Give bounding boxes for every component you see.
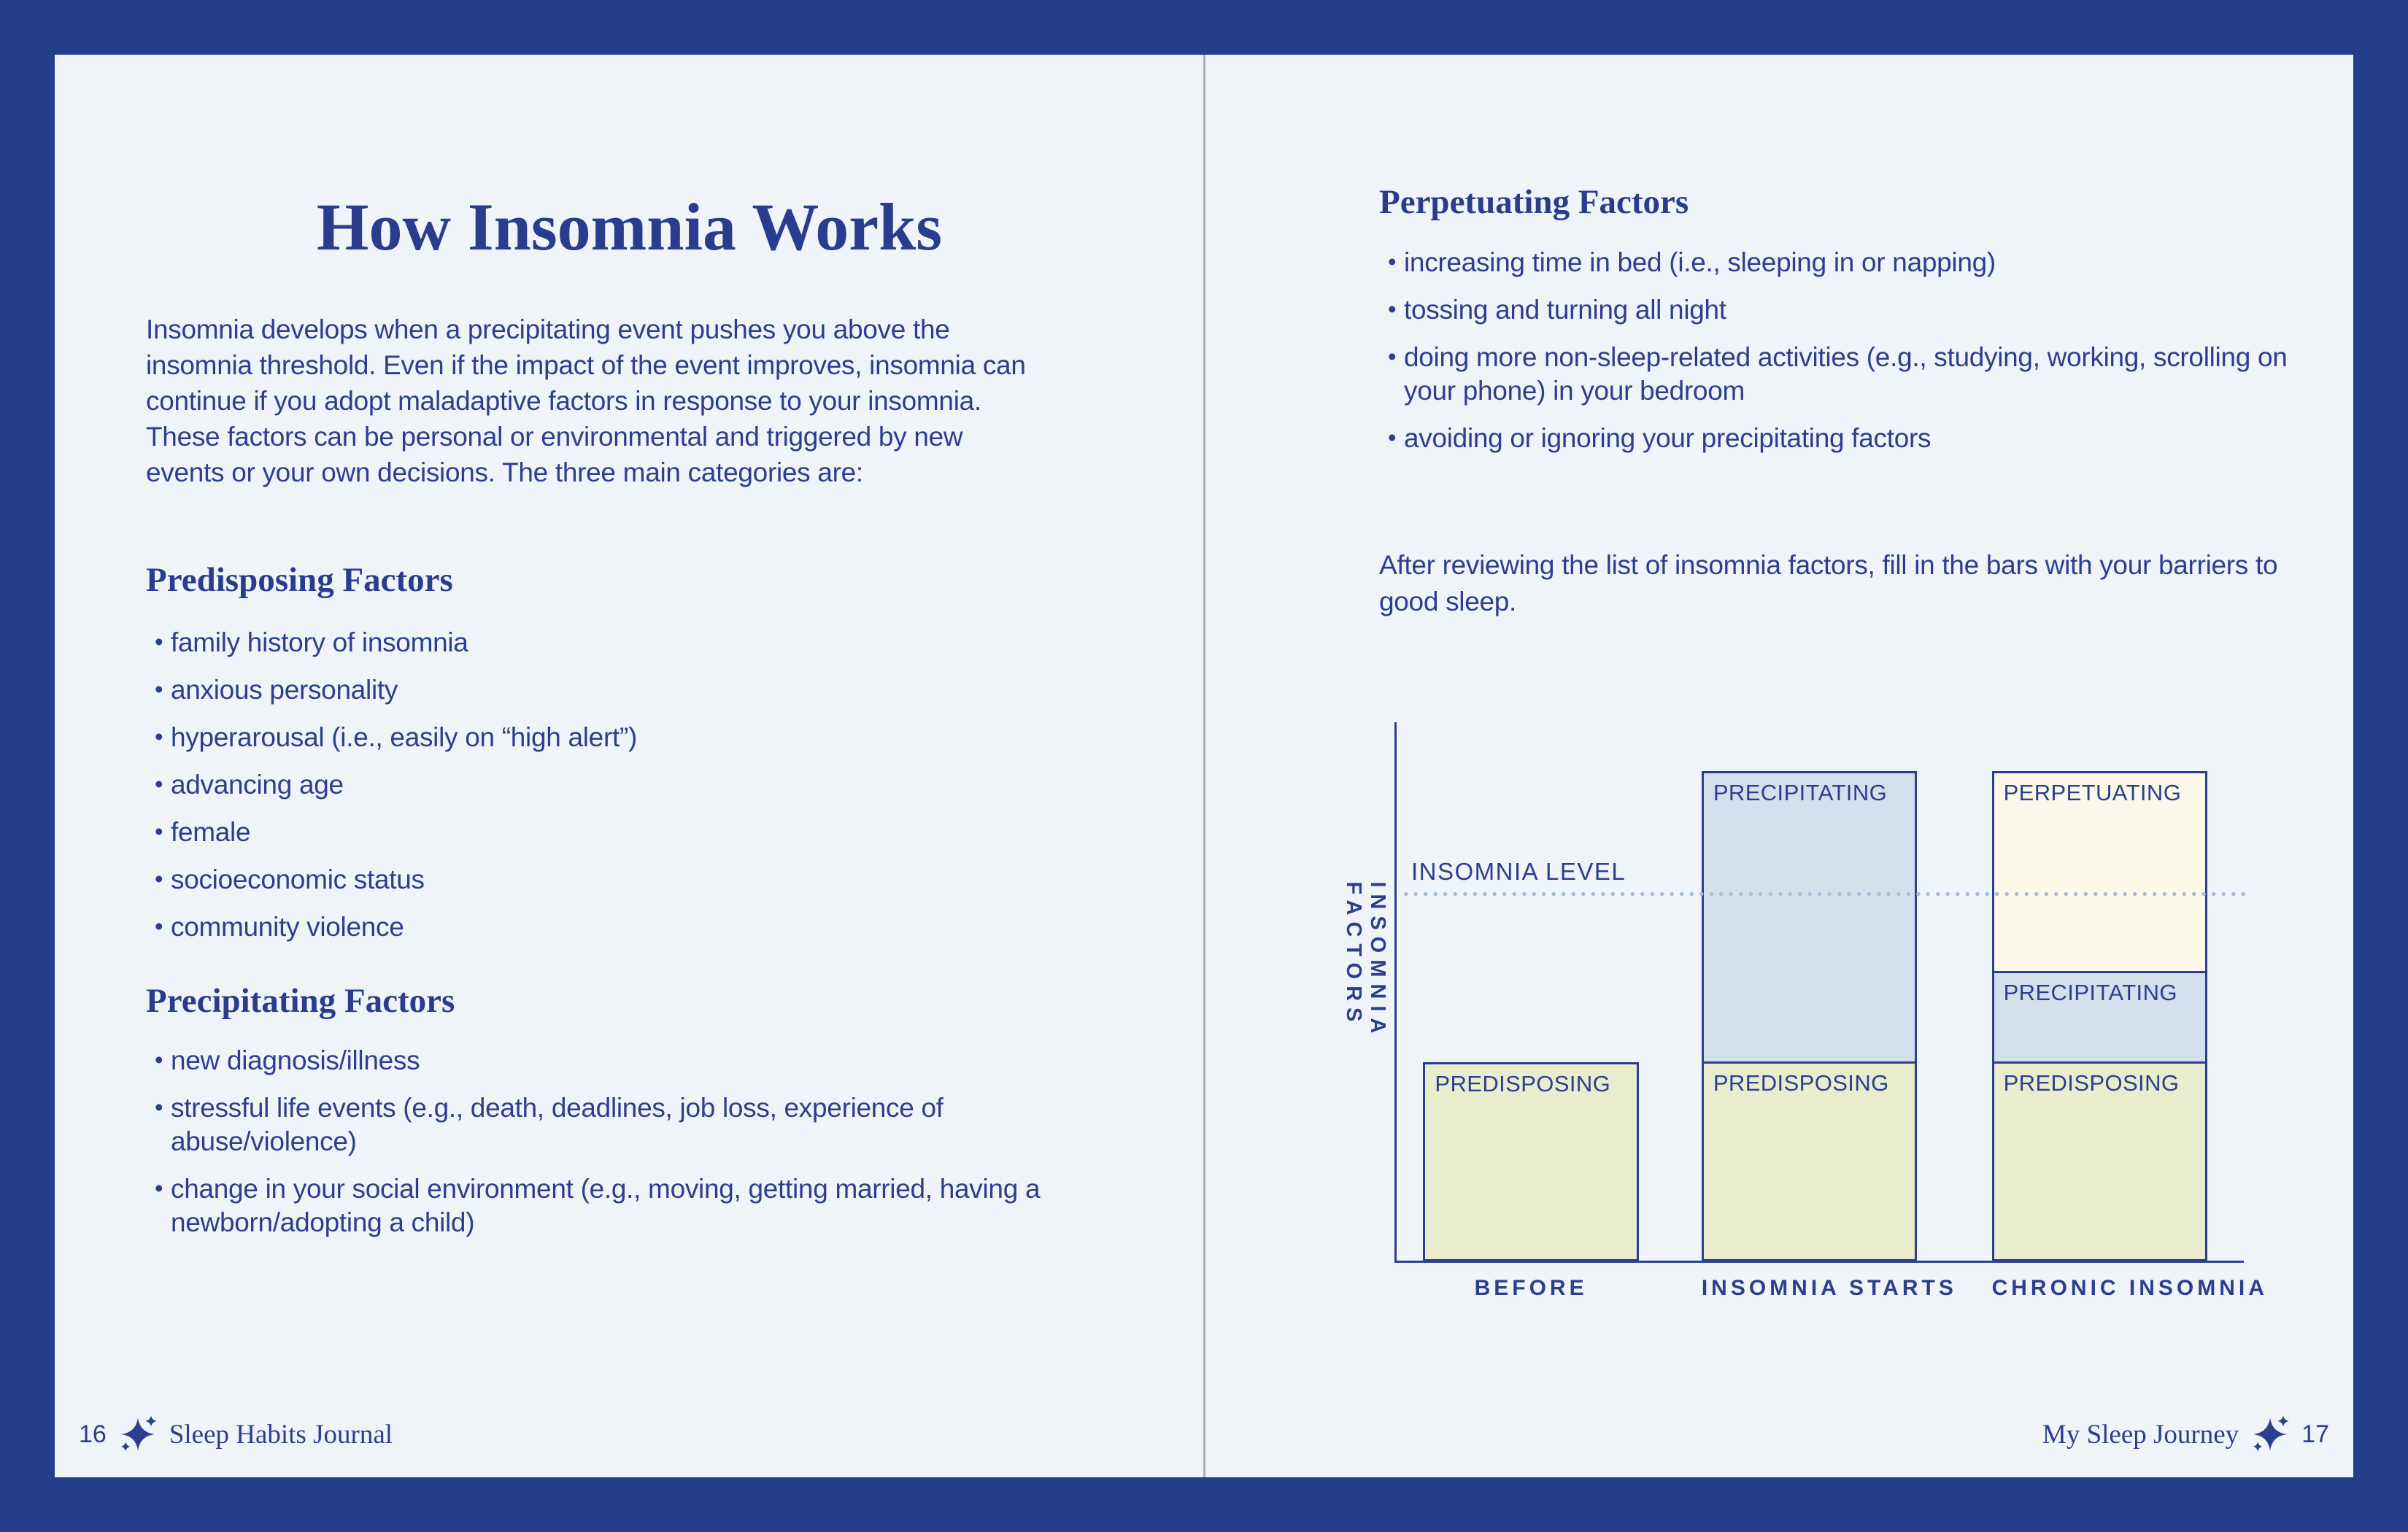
list-item: • hyperarousal (i.e., easily on “high alert”) (146, 721, 1054, 754)
predisposing-list (146, 626, 1054, 958)
right-footer (2042, 1413, 2329, 1455)
x-axis-label: BEFORE (1474, 1276, 1588, 1300)
bar-segment-perpetuating (1994, 773, 2205, 971)
list-item: • anxious personality (146, 673, 1054, 707)
bar-segment-predisposing (1994, 1061, 2205, 1259)
chart-plot (1342, 722, 2244, 1261)
bar-insomnia-starts (1702, 771, 1917, 1261)
bar-chronic-insomnia (1992, 771, 2207, 1261)
page-spread-paper (55, 55, 2353, 1477)
page-divider (1203, 55, 1205, 1477)
list-item: • stressful life events (e.g., death, deadlines, job loss, experience of abuse/violence) (146, 1091, 1054, 1158)
x-axis-label: INSOMNIA STARTS (1701, 1276, 1957, 1300)
chart-x-labels (1395, 1276, 2268, 1312)
bar-segment-predisposing (1704, 1061, 1915, 1259)
page-number-left: 16 (79, 1420, 107, 1448)
bar-before (1423, 1062, 1638, 1261)
bar-segment-label: PREDISPOSING (2003, 1070, 2180, 1096)
bar-segment-precipitating (1704, 773, 1915, 1061)
list-item: • tossing and turning all night (1379, 293, 2288, 327)
perpetuating-heading: Perpetuating Factors (1379, 183, 1689, 221)
y-axis-label: INSOMNIA FACTORS (1342, 881, 1389, 1039)
sparkle-icon (2250, 1415, 2290, 1454)
intro-paragraph: Insomnia develops when a precipitating event pushes you above the insomnia threshold. Even if the impact of the event improves, insomnia can continue if you adopt maladaptive factors in response to your insomnia. These factors can be personal or environmental and triggered by new events or your own decisions. The three main categories are: (146, 314, 1026, 487)
journal-title: Sleep Habits Journal (169, 1419, 393, 1450)
list-item: • socioeconomic status (146, 863, 1054, 897)
list-item: • doing more non-sleep-related activities (e.g., studying, working, scrolling on your phone) in your bedroom (1379, 341, 2288, 408)
list-item: • avoiding or ignoring your precipitating factors (1379, 422, 2288, 455)
list-item: • new diagnosis/illness (146, 1044, 1054, 1078)
left-footer (79, 1413, 393, 1455)
predisposing-heading: Predisposing Factors (146, 561, 453, 599)
bar-segment-label: PREDISPOSING (1435, 1070, 1611, 1096)
threshold-label: INSOMNIA LEVEL (1411, 858, 1626, 886)
bar-segment-label: PRECIPITATING (2003, 979, 2177, 1005)
page-title: How Insomnia Works (316, 190, 943, 264)
list-item: • female (146, 816, 1054, 849)
list-item: • family history of insomnia (146, 626, 1054, 659)
list-item: • advancing age (146, 768, 1054, 802)
journal-section-title: My Sleep Journey (2042, 1419, 2239, 1450)
precipitating-heading: Precipitating Factors (146, 982, 455, 1020)
bar-segment-label: PRECIPITATING (1713, 779, 1888, 805)
chart-instruction: After reviewing the list of insomnia factors, fill in the bars with your barriers to good sleep. (1379, 550, 2278, 616)
list-item: • increasing time in bed (i.e., sleeping in or napping) (1379, 246, 2288, 279)
list-item: • community violence (146, 910, 1054, 944)
list-item: • change in your social environment (e.g., moving, getting married, having a newborn/adopting a child) (146, 1172, 1054, 1239)
bar-segment-label: PREDISPOSING (1713, 1070, 1889, 1096)
threshold-line (1401, 891, 2245, 897)
sparkle-icon (118, 1415, 158, 1454)
x-axis-label: CHRONIC INSOMNIA (1991, 1276, 2268, 1300)
bar-segment-predisposing (1425, 1064, 1636, 1259)
bar-segment-precipitating (1994, 971, 2205, 1062)
page-number-right: 17 (2301, 1420, 2329, 1448)
bar-segment-label: PERPETUATING (2003, 779, 2182, 805)
perpetuating-list (1379, 246, 2288, 469)
precipitating-list (146, 1044, 1054, 1253)
